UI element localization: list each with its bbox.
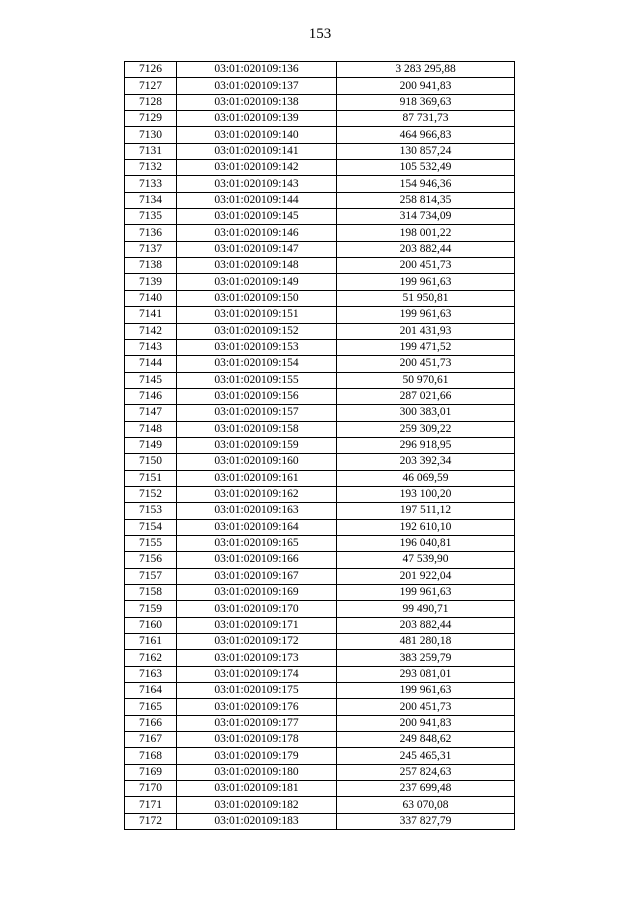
value-cell: 918 369,63 <box>337 94 515 110</box>
cadastral-number-cell: 03:01:020109:165 <box>177 535 337 551</box>
table-row <box>125 372 515 388</box>
value-cell: 258 814,35 <box>337 192 515 208</box>
value-cell: 200 451,73 <box>337 699 515 715</box>
value-cell: 200 941,83 <box>337 715 515 731</box>
cadastral-number-cell: 03:01:020109:138 <box>177 94 337 110</box>
page-number: 153 <box>308 26 332 42</box>
table-row <box>125 62 515 78</box>
row-number-cell: 7135 <box>125 209 177 225</box>
cadastral-number-cell: 03:01:020109:167 <box>177 568 337 584</box>
cadastral-number-cell: 03:01:020109:155 <box>177 372 337 388</box>
cadastral-number-cell: 03:01:020109:173 <box>177 650 337 666</box>
value-cell: 197 511,12 <box>337 503 515 519</box>
cadastral-number-cell: 03:01:020109:170 <box>177 601 337 617</box>
value-cell: 200 451,73 <box>337 258 515 274</box>
cadastral-number-cell: 03:01:020109:161 <box>177 470 337 486</box>
value-cell: 154 946,36 <box>337 176 515 192</box>
table-row <box>125 437 515 453</box>
cadastral-number-cell: 03:01:020109:159 <box>177 437 337 453</box>
row-number-cell: 7164 <box>125 683 177 699</box>
value-cell: 199 961,63 <box>337 307 515 323</box>
cadastral-number-cell: 03:01:020109:150 <box>177 290 337 306</box>
value-cell: 130 857,24 <box>337 143 515 159</box>
value-cell: 46 069,59 <box>337 470 515 486</box>
row-number-cell: 7162 <box>125 650 177 666</box>
row-number-cell: 7142 <box>125 323 177 339</box>
cadastral-number-cell: 03:01:020109:176 <box>177 699 337 715</box>
cadastral-number-cell: 03:01:020109:169 <box>177 585 337 601</box>
table-row <box>125 421 515 437</box>
cadastral-number-cell: 03:01:020109:174 <box>177 666 337 682</box>
row-number-cell: 7137 <box>125 241 177 257</box>
table-row <box>125 388 515 404</box>
value-cell: 199 471,52 <box>337 339 515 355</box>
value-cell: 481 280,18 <box>337 634 515 650</box>
value-cell: 192 610,10 <box>337 519 515 535</box>
row-number-cell: 7166 <box>125 715 177 731</box>
cadastral-number-cell: 03:01:020109:142 <box>177 160 337 176</box>
row-number-cell: 7157 <box>125 568 177 584</box>
table-row <box>125 535 515 551</box>
cadastral-number-cell: 03:01:020109:146 <box>177 225 337 241</box>
row-number-cell: 7167 <box>125 732 177 748</box>
value-cell: 293 081,01 <box>337 666 515 682</box>
row-number-cell: 7172 <box>125 813 177 829</box>
row-number-cell: 7169 <box>125 764 177 780</box>
cadastral-number-cell: 03:01:020109:179 <box>177 748 337 764</box>
cadastral-number-cell: 03:01:020109:149 <box>177 274 337 290</box>
table-row <box>125 470 515 486</box>
cadastral-number-cell: 03:01:020109:160 <box>177 454 337 470</box>
cadastral-number-cell: 03:01:020109:145 <box>177 209 337 225</box>
table-row <box>125 290 515 306</box>
table-row <box>125 585 515 601</box>
value-cell: 198 001,22 <box>337 225 515 241</box>
value-cell: 200 941,83 <box>337 78 515 94</box>
cadastral-number-cell: 03:01:020109:182 <box>177 797 337 813</box>
row-number-cell: 7161 <box>125 634 177 650</box>
table-row <box>125 813 515 829</box>
row-number-cell: 7131 <box>125 143 177 159</box>
cadastral-number-cell: 03:01:020109:137 <box>177 78 337 94</box>
table-row <box>125 650 515 666</box>
table-row <box>125 225 515 241</box>
row-number-cell: 7148 <box>125 421 177 437</box>
cadastral-number-cell: 03:01:020109:139 <box>177 111 337 127</box>
cadastral-number-cell: 03:01:020109:140 <box>177 127 337 143</box>
row-number-cell: 7146 <box>125 388 177 404</box>
cadastral-number-cell: 03:01:020109:147 <box>177 241 337 257</box>
cadastral-number-cell: 03:01:020109:141 <box>177 143 337 159</box>
value-cell: 300 383,01 <box>337 405 515 421</box>
row-number-cell: 7153 <box>125 503 177 519</box>
value-cell: 245 465,31 <box>337 748 515 764</box>
row-number-cell: 7126 <box>125 62 177 78</box>
table-row <box>125 503 515 519</box>
cadastral-number-cell: 03:01:020109:153 <box>177 339 337 355</box>
table-row <box>125 94 515 110</box>
value-cell: 199 961,63 <box>337 683 515 699</box>
value-cell: 199 961,63 <box>337 274 515 290</box>
cadastral-number-cell: 03:01:020109:157 <box>177 405 337 421</box>
cadastral-number-cell: 03:01:020109:143 <box>177 176 337 192</box>
value-cell: 51 950,81 <box>337 290 515 306</box>
row-number-cell: 7128 <box>125 94 177 110</box>
row-number-cell: 7168 <box>125 748 177 764</box>
value-cell: 249 848,62 <box>337 732 515 748</box>
table-row <box>125 699 515 715</box>
value-cell: 287 021,66 <box>337 388 515 404</box>
table-row <box>125 339 515 355</box>
cadastral-number-cell: 03:01:020109:158 <box>177 421 337 437</box>
row-number-cell: 7141 <box>125 307 177 323</box>
cadastral-number-cell: 03:01:020109:177 <box>177 715 337 731</box>
row-number-cell: 7156 <box>125 552 177 568</box>
row-number-cell: 7139 <box>125 274 177 290</box>
cadastral-number-cell: 03:01:020109:175 <box>177 683 337 699</box>
cadastral-number-cell: 03:01:020109:171 <box>177 617 337 633</box>
table-row <box>125 732 515 748</box>
value-cell: 257 824,63 <box>337 764 515 780</box>
row-number-cell: 7145 <box>125 372 177 388</box>
cadastral-number-cell: 03:01:020109:154 <box>177 356 337 372</box>
table-row <box>125 241 515 257</box>
table-row <box>125 552 515 568</box>
value-cell: 201 431,93 <box>337 323 515 339</box>
row-number-cell: 7138 <box>125 258 177 274</box>
table-row <box>125 258 515 274</box>
table-row <box>125 486 515 502</box>
row-number-cell: 7150 <box>125 454 177 470</box>
table-row <box>125 781 515 797</box>
cadastral-number-cell: 03:01:020109:151 <box>177 307 337 323</box>
value-cell: 105 532,49 <box>337 160 515 176</box>
row-number-cell: 7155 <box>125 535 177 551</box>
value-cell: 259 309,22 <box>337 421 515 437</box>
value-cell: 203 882,44 <box>337 617 515 633</box>
value-cell: 314 734,09 <box>337 209 515 225</box>
table-row <box>125 274 515 290</box>
row-number-cell: 7151 <box>125 470 177 486</box>
value-cell: 383 259,79 <box>337 650 515 666</box>
table-row <box>125 192 515 208</box>
cadastral-number-cell: 03:01:020109:144 <box>177 192 337 208</box>
row-number-cell: 7140 <box>125 290 177 306</box>
cadastral-number-cell: 03:01:020109:148 <box>177 258 337 274</box>
table-row <box>125 405 515 421</box>
table-row <box>125 307 515 323</box>
table-row <box>125 634 515 650</box>
value-cell: 296 918,95 <box>337 437 515 453</box>
row-number-cell: 7134 <box>125 192 177 208</box>
table-row <box>125 176 515 192</box>
table-row <box>125 601 515 617</box>
cadastral-number-cell: 03:01:020109:181 <box>177 781 337 797</box>
value-cell: 199 961,63 <box>337 585 515 601</box>
row-number-cell: 7129 <box>125 111 177 127</box>
table-row <box>125 683 515 699</box>
value-cell: 196 040,81 <box>337 535 515 551</box>
row-number-cell: 7133 <box>125 176 177 192</box>
cadastral-number-cell: 03:01:020109:152 <box>177 323 337 339</box>
cadastral-number-cell: 03:01:020109:163 <box>177 503 337 519</box>
row-number-cell: 7170 <box>125 781 177 797</box>
table-row <box>125 748 515 764</box>
row-number-cell: 7163 <box>125 666 177 682</box>
row-number-cell: 7143 <box>125 339 177 355</box>
table-row <box>125 715 515 731</box>
parcel-table-body <box>125 62 515 830</box>
cadastral-number-cell: 03:01:020109:162 <box>177 486 337 502</box>
row-number-cell: 7130 <box>125 127 177 143</box>
table-row <box>125 111 515 127</box>
table-row <box>125 143 515 159</box>
row-number-cell: 7147 <box>125 405 177 421</box>
value-cell: 203 392,34 <box>337 454 515 470</box>
row-number-cell: 7160 <box>125 617 177 633</box>
table-row <box>125 127 515 143</box>
row-number-cell: 7149 <box>125 437 177 453</box>
cadastral-number-cell: 03:01:020109:156 <box>177 388 337 404</box>
row-number-cell: 7154 <box>125 519 177 535</box>
table-row <box>125 617 515 633</box>
value-cell: 337 827,79 <box>337 813 515 829</box>
cadastral-number-cell: 03:01:020109:166 <box>177 552 337 568</box>
row-number-cell: 7127 <box>125 78 177 94</box>
value-cell: 63 070,08 <box>337 797 515 813</box>
row-number-cell: 7159 <box>125 601 177 617</box>
table-row <box>125 160 515 176</box>
row-number-cell: 7132 <box>125 160 177 176</box>
table-row <box>125 797 515 813</box>
value-cell: 3 283 295,88 <box>337 62 515 78</box>
row-number-cell: 7152 <box>125 486 177 502</box>
table-row <box>125 568 515 584</box>
table-row <box>125 454 515 470</box>
row-number-cell: 7144 <box>125 356 177 372</box>
cadastral-number-cell: 03:01:020109:183 <box>177 813 337 829</box>
cadastral-number-cell: 03:01:020109:136 <box>177 62 337 78</box>
cadastral-number-cell: 03:01:020109:164 <box>177 519 337 535</box>
value-cell: 47 539,90 <box>337 552 515 568</box>
row-number-cell: 7136 <box>125 225 177 241</box>
parcel-table <box>124 61 515 830</box>
value-cell: 50 970,61 <box>337 372 515 388</box>
value-cell: 464 966,83 <box>337 127 515 143</box>
table-row <box>125 356 515 372</box>
table-row <box>125 323 515 339</box>
cadastral-number-cell: 03:01:020109:172 <box>177 634 337 650</box>
table-row <box>125 764 515 780</box>
value-cell: 203 882,44 <box>337 241 515 257</box>
value-cell: 193 100,20 <box>337 486 515 502</box>
cadastral-number-cell: 03:01:020109:180 <box>177 764 337 780</box>
cadastral-number-cell: 03:01:020109:178 <box>177 732 337 748</box>
row-number-cell: 7158 <box>125 585 177 601</box>
row-number-cell: 7171 <box>125 797 177 813</box>
value-cell: 200 451,73 <box>337 356 515 372</box>
table-row <box>125 209 515 225</box>
value-cell: 237 699,48 <box>337 781 515 797</box>
value-cell: 99 490,71 <box>337 601 515 617</box>
table-row <box>125 666 515 682</box>
value-cell: 87 731,73 <box>337 111 515 127</box>
table-row <box>125 519 515 535</box>
table-row <box>125 78 515 94</box>
value-cell: 201 922,04 <box>337 568 515 584</box>
row-number-cell: 7165 <box>125 699 177 715</box>
